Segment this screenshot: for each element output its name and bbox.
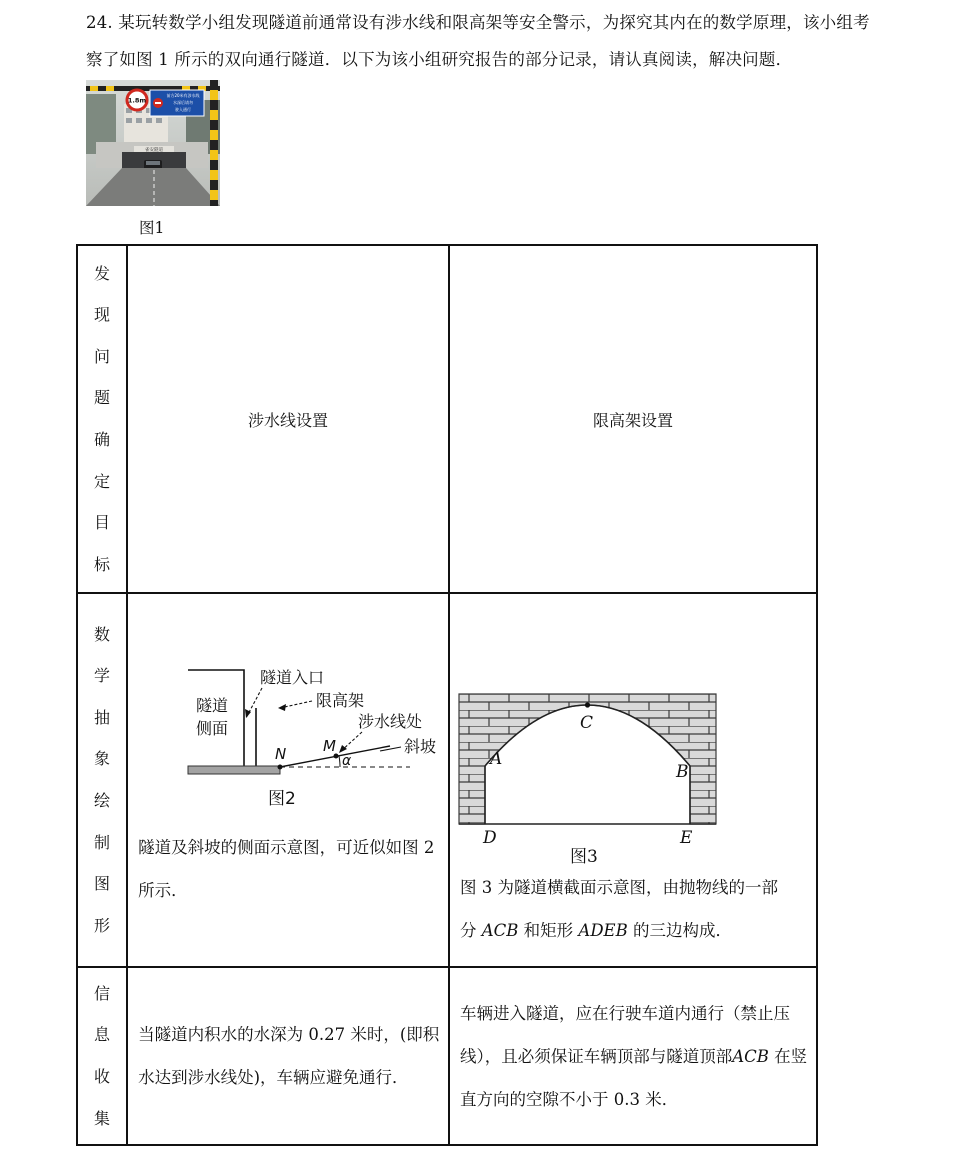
- banner-line-1: 前方20米有涉水线: [166, 93, 200, 98]
- portal-label: 雀安隧道: [145, 148, 163, 153]
- row-1-header-char: 标: [94, 554, 111, 574]
- clearance-info-part-2: 在竖直方向的空隙不小于 0.3 米．: [459, 1046, 808, 1109]
- figure-3-diagram: [450, 594, 817, 872]
- angle-arc: [339, 756, 340, 767]
- row-2-header-char: 图: [94, 874, 111, 894]
- row-3-header: [77, 967, 127, 1145]
- figure-1-caption: 图1: [139, 219, 165, 237]
- water-line-setting-cell: 涉水线设置: [127, 245, 449, 593]
- row-information-collection: [77, 967, 817, 1145]
- row-1-header-char: 定: [94, 471, 111, 491]
- label-tunnel-side-2: 侧面: [196, 719, 229, 738]
- banner-line-3: 驶入通行: [175, 107, 191, 112]
- row-2-header-char: 学: [94, 666, 111, 686]
- clearance-info-text: [450, 992, 816, 1121]
- figure-2-description: 隧道及斜坡的侧面示意图，可近似如图 2 所示．: [138, 838, 435, 900]
- label-height-bar: 限高架: [316, 691, 365, 710]
- height-limit-setting-cell: 限高架设置: [449, 245, 817, 593]
- figure-2-diagram: [128, 594, 449, 826]
- point-c-label: C: [579, 713, 593, 733]
- row-math-abstraction: [77, 593, 817, 967]
- row-3-header-char: 收: [94, 1067, 111, 1086]
- point-d-label: D: [482, 828, 497, 848]
- figure-3-cell: [449, 593, 817, 967]
- clearance-info-cell: [449, 967, 817, 1145]
- water-depth-info-cell: [127, 967, 449, 1145]
- point-e-label: E: [679, 828, 693, 848]
- row-2-header-char: 数: [94, 624, 111, 644]
- row-3-header-char: 信: [94, 983, 111, 1003]
- research-report-table: [76, 244, 818, 1146]
- banner-line-2: 水深后请勿: [173, 100, 193, 105]
- clearance-info-part-1: 车辆进入隧道，应在行驶车道内通行（禁止压线），且必须保证车辆顶部与隧道顶部: [459, 1003, 790, 1066]
- row-3-header-char: 集: [94, 1108, 111, 1128]
- figure-2-caption: 图2: [268, 789, 296, 809]
- row-2-header-char: 形: [94, 915, 111, 935]
- row-1-header-char: 题: [94, 388, 111, 408]
- row-1-header-char: 确: [94, 430, 111, 449]
- figure-3-caption: 图3: [569, 847, 598, 867]
- math-acb-2: ACB: [732, 1046, 769, 1066]
- row-1-header-char: 现: [94, 305, 111, 325]
- water-depth-info-text: 当隧道内积水的水深为 0.27 米时，(即积水达到涉水线处)，车辆应避免通行．: [138, 1025, 440, 1087]
- height-limit-sign-text: 1.8m: [127, 96, 147, 105]
- tunnel-floor: [188, 766, 280, 774]
- label-tunnel-side-1: 隧道: [196, 696, 229, 715]
- row-2-header-char: 制: [94, 832, 111, 852]
- point-m-label: M: [323, 737, 337, 755]
- point-c-dot: [585, 702, 590, 707]
- row-1-header: [77, 245, 127, 593]
- label-tunnel-entrance: 隧道入口: [260, 668, 325, 687]
- row-2-header: [77, 593, 127, 967]
- row-1-header-char: 问: [94, 346, 111, 366]
- tunnel-photo: [86, 80, 220, 206]
- figure-3-description: [450, 866, 816, 952]
- intro-line-2: 察了如图 1 所示的双向通行隧道．以下为该小组研究报告的部分记录，请认真阅读，解决问题．: [86, 50, 793, 69]
- point-n-label: N: [275, 745, 287, 763]
- row-1-header-char: 发: [94, 263, 111, 283]
- label-slope: 斜坡: [404, 737, 437, 756]
- row-2-header-char: 象: [94, 749, 111, 769]
- fig3-desc-part-2: 分: [459, 921, 482, 940]
- math-adeb: ADEB: [578, 921, 628, 940]
- problem-intro: [86, 4, 966, 78]
- figure-2-cell: [127, 593, 449, 967]
- point-a-label: A: [489, 749, 503, 769]
- label-water-line: 涉水线处: [358, 712, 423, 731]
- fig3-desc-part-4: 的三边构成．: [627, 921, 732, 940]
- tunnel-photo-illustration: [86, 80, 220, 206]
- row-2-header-char: 绘: [94, 791, 111, 810]
- angle-alpha-label: α: [342, 753, 352, 769]
- row-problem-definition: [77, 245, 817, 593]
- point-n-dot: [278, 765, 283, 770]
- row-2-header-char: 抽: [94, 707, 111, 727]
- row-1-header-char: 目: [94, 513, 111, 533]
- fig3-desc-part-3: 和矩形: [518, 921, 579, 940]
- point-b-label: B: [675, 762, 689, 782]
- intro-line-1: 24. 某玩转数学小组发现隧道前通常设有涉水线和限高架等安全警示，为探究其内在的数学原理，该小组考: [86, 13, 870, 32]
- fig3-desc-part-1: 图 3 为隧道横截面示意图，由抛物线的一部: [459, 878, 778, 897]
- math-acb: ACB: [481, 921, 519, 940]
- row-3-header-char: 息: [94, 1025, 111, 1045]
- arrow-height-bar-head: [278, 704, 286, 711]
